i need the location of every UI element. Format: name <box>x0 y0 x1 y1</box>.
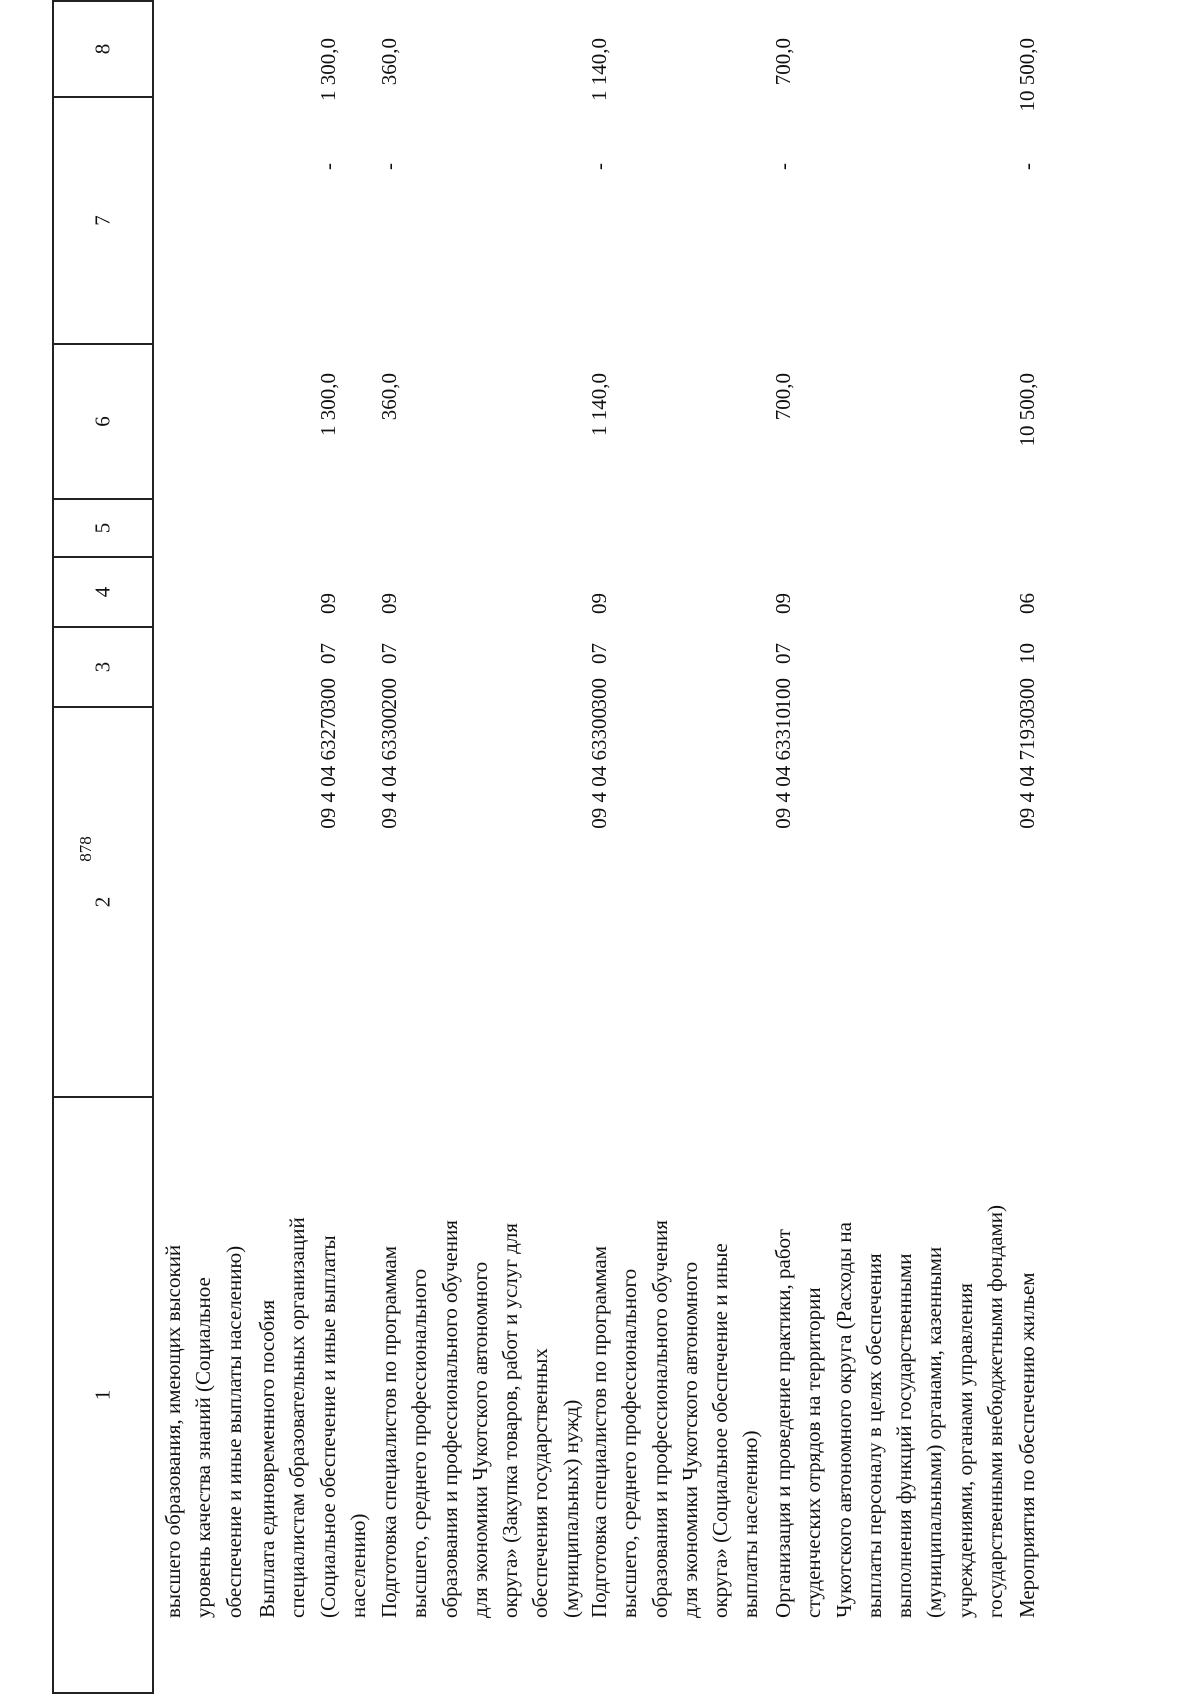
header-col-7: 7 <box>52 98 154 345</box>
row-value-7: - <box>771 163 795 170</box>
description-line: округа» (Закупка товаров, работ и услуг для <box>498 1223 523 1618</box>
header-col-4: 4 <box>52 558 154 628</box>
row-value-6: 10 500,0 <box>1015 373 1039 447</box>
row-rz: 07 <box>771 643 795 664</box>
row-value-6: 1 300,0 <box>315 373 340 436</box>
header-col-5: 5 <box>52 500 154 558</box>
description-line: Выплата единовременного пособия <box>255 1299 279 1618</box>
row-code: 09 4 04 63270 <box>315 708 340 829</box>
row-pr: 09 <box>315 593 340 614</box>
description-line: округа» (Социальное обеспечение и иные <box>708 1243 733 1618</box>
description-line: выплаты населению) <box>738 1430 763 1618</box>
description-line: обеспечение и иные выплаты населению) <box>221 1245 246 1618</box>
row-rz: 07 <box>587 643 611 664</box>
row-vr: 300 <box>1015 678 1039 710</box>
row-pr: 09 <box>587 593 611 614</box>
description-line: высшего, среднего профессионального <box>407 1268 432 1618</box>
row-value-8: 360,0 <box>377 38 401 86</box>
description-line: высшего, среднего профессионального <box>617 1268 642 1618</box>
row-value-7: - <box>315 163 340 170</box>
description-line: образования и профессионального обучения <box>437 1220 462 1618</box>
description-line: выплаты персоналу в целях обеспечения <box>861 1253 886 1618</box>
description-line: Подготовка специалистов по программам <box>587 1245 611 1618</box>
row-vr: 200 <box>377 678 401 710</box>
header-col-2: 2 <box>52 708 154 1098</box>
row-code: 09 4 04 63300 <box>587 708 611 829</box>
description-line: уровень качества знаний (Социальное <box>191 1277 216 1618</box>
row-code: 09 4 04 63310 <box>771 708 795 829</box>
row-code: 09 4 04 63300 <box>377 708 401 829</box>
header-col-3: 3 <box>52 628 154 708</box>
row-value-8: 10 500,0 <box>1015 38 1039 112</box>
description-line: (Социальное обеспечение и иные выплаты <box>315 1235 340 1618</box>
row-vr: 100 <box>771 678 795 710</box>
description-line: обеспечения государственных <box>528 1348 553 1618</box>
description-line: для экономики Чукотского автономного <box>467 1261 492 1618</box>
description-line: для экономики Чукотского автономного <box>677 1261 702 1618</box>
header-col-6: 6 <box>52 345 154 500</box>
description-line: учреждениями, органами управления <box>952 1283 977 1618</box>
row-value-8: 1 140,0 <box>587 38 611 101</box>
description-line: Мероприятия по обеспечению жильем <box>1015 1272 1039 1618</box>
description-line: высшего образования, имеющих высокий <box>161 1244 185 1618</box>
row-description <box>768 718 1010 1618</box>
description-line: (муниципальных) нужд) <box>558 1399 583 1618</box>
description-line: студенческих отрядов на территории <box>801 1287 826 1618</box>
description-line: Чукотского автономного округа (Расходы на <box>831 1222 856 1618</box>
row-value-7: - <box>1015 163 1039 170</box>
row-code: 09 4 04 71930 <box>1015 708 1039 829</box>
header-col-8: 8 <box>52 0 154 98</box>
row-value-8: 1 300,0 <box>315 38 340 101</box>
description-line: выполнения функций государственными <box>892 1253 917 1618</box>
row-pr: 09 <box>377 593 401 614</box>
description-line: Организация и проведение практики, работ <box>771 1229 795 1618</box>
row-description <box>374 718 586 1618</box>
row-value-6: 360,0 <box>377 373 401 421</box>
row-value-7: - <box>377 163 401 170</box>
row-rz: 07 <box>315 643 340 664</box>
description-line: специалистам образовательных организаций <box>285 1217 310 1618</box>
row-vr: 300 <box>587 678 611 710</box>
description-line: Подготовка специалистов по программам <box>377 1245 401 1618</box>
row-rz: 07 <box>377 643 401 664</box>
row-pr: 06 <box>1015 593 1039 614</box>
row-value-6: 700,0 <box>771 373 795 421</box>
header-col-1: 1 <box>52 1098 154 1694</box>
row-value-8: 700,0 <box>771 38 795 86</box>
row-value-6: 1 140,0 <box>587 373 611 436</box>
description-line: (муниципальными) органами, казенными <box>922 1246 947 1618</box>
row-pr: 09 <box>771 593 795 614</box>
row-description <box>158 718 249 1618</box>
page-number: 878 <box>76 836 95 862</box>
description-line: образования и профессионального обучения <box>647 1220 672 1618</box>
description-line: государственными внебюджетными фондами) <box>983 1204 1008 1618</box>
row-rz: 10 <box>1015 643 1039 664</box>
row-value-7: - <box>587 163 611 170</box>
row-vr: 300 <box>315 678 340 710</box>
description-line: населению) <box>345 1513 370 1618</box>
